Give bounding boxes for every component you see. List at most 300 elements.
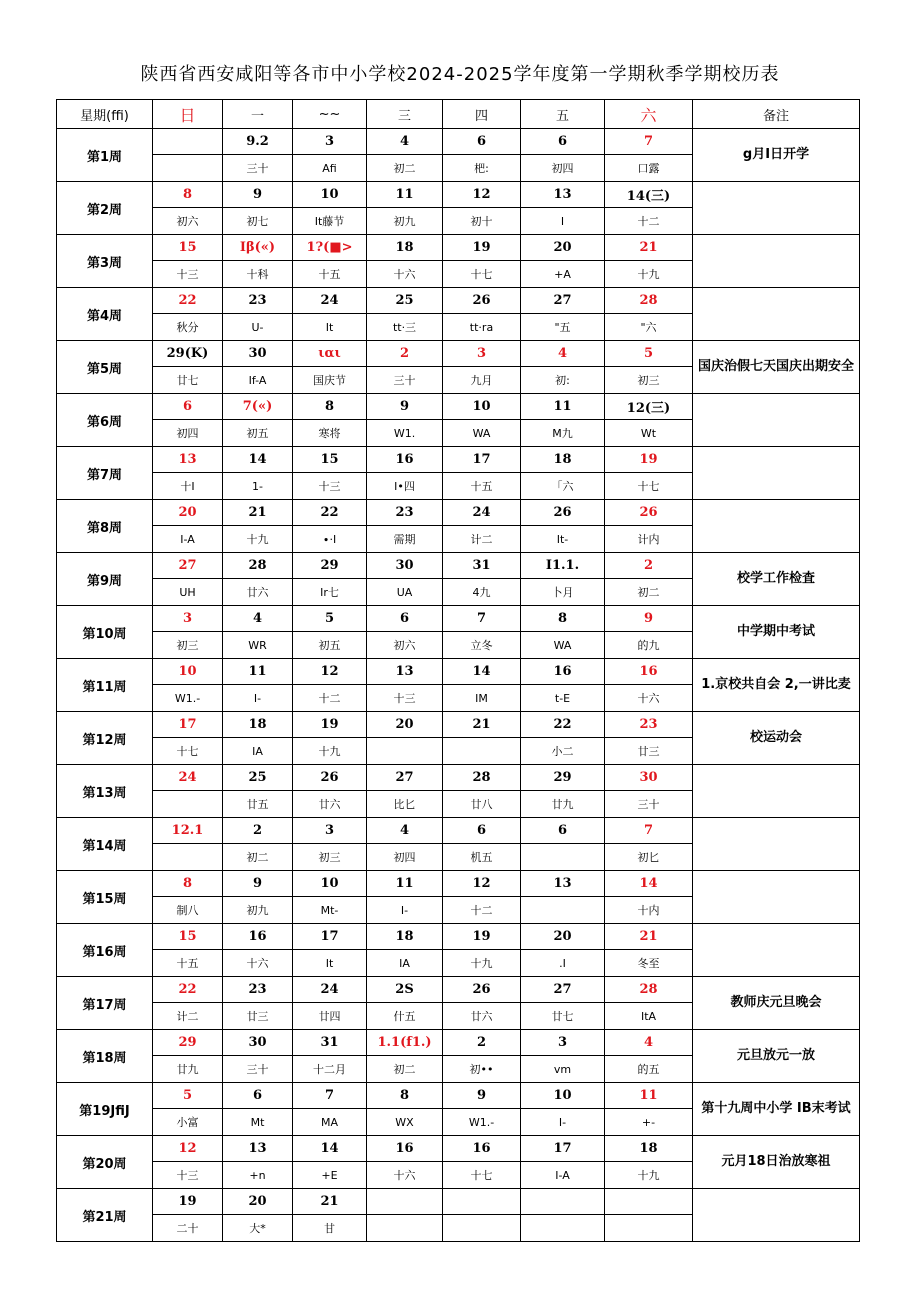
- date-cell: 7(«): [223, 394, 293, 420]
- week-note: g月I日开学: [693, 129, 860, 182]
- lunar-cell: 1-: [223, 473, 293, 500]
- date-cell: 30: [605, 765, 693, 791]
- date-cell: 16: [605, 659, 693, 685]
- lunar-cell: 甘: [293, 1215, 367, 1242]
- lunar-cell: I-A: [153, 526, 223, 553]
- lunar-cell: 十七: [605, 473, 693, 500]
- lunar-cell: IA: [367, 950, 443, 977]
- lunar-cell: 十六: [223, 950, 293, 977]
- lunar-cell: IA: [223, 738, 293, 765]
- lunar-cell: 十三: [293, 473, 367, 500]
- calendar-table: [56, 99, 860, 1242]
- date-cell: 3: [293, 129, 367, 155]
- header-day-sun: 日: [153, 100, 223, 129]
- week-date-row: [57, 818, 860, 844]
- week-label: 第11周: [57, 659, 153, 712]
- date-cell: 12: [443, 182, 521, 208]
- date-cell: I1.1.: [521, 553, 605, 579]
- lunar-cell: If-A: [223, 367, 293, 394]
- lunar-cell: 4九: [443, 579, 521, 606]
- week-label: 第10周: [57, 606, 153, 659]
- date-cell: 21: [293, 1189, 367, 1215]
- lunar-cell: UH: [153, 579, 223, 606]
- date-cell: 17: [521, 1136, 605, 1162]
- date-cell: 25: [223, 765, 293, 791]
- week-label: 第2周: [57, 182, 153, 235]
- date-cell: 6: [521, 818, 605, 844]
- lunar-cell: W1.-: [443, 1109, 521, 1136]
- lunar-cell: 机五: [443, 844, 521, 871]
- lunar-cell: 初五: [293, 632, 367, 659]
- date-cell: 17: [293, 924, 367, 950]
- lunar-cell: 初九: [223, 897, 293, 924]
- date-cell: 8: [153, 182, 223, 208]
- week-label: 第16周: [57, 924, 153, 977]
- lunar-cell: 初五: [223, 420, 293, 447]
- date-cell: 16: [521, 659, 605, 685]
- lunar-cell: 需期: [367, 526, 443, 553]
- lunar-cell: +A: [521, 261, 605, 288]
- lunar-cell: 初二: [367, 155, 443, 182]
- week-date-row: [57, 924, 860, 950]
- date-cell: 22: [521, 712, 605, 738]
- week-label: 第4周: [57, 288, 153, 341]
- lunar-cell: 初九: [367, 208, 443, 235]
- lunar-cell: 初四: [153, 420, 223, 447]
- date-cell: 8: [293, 394, 367, 420]
- week-date-row: [57, 659, 860, 685]
- date-cell: 9.2: [223, 129, 293, 155]
- lunar-cell: 小富: [153, 1109, 223, 1136]
- lunar-cell: [521, 897, 605, 924]
- date-cell: 22: [293, 500, 367, 526]
- date-cell: 2: [605, 553, 693, 579]
- week-note: [693, 500, 860, 553]
- lunar-cell: UA: [367, 579, 443, 606]
- lunar-cell: 立冬: [443, 632, 521, 659]
- date-cell: 27: [367, 765, 443, 791]
- lunar-cell: 廿三: [223, 1003, 293, 1030]
- lunar-cell: 十六: [367, 1162, 443, 1189]
- date-cell: 21: [443, 712, 521, 738]
- lunar-cell: 计内: [605, 526, 693, 553]
- lunar-cell: 十六: [605, 685, 693, 712]
- date-cell: 9: [605, 606, 693, 632]
- date-cell: 5: [293, 606, 367, 632]
- date-cell: [521, 1189, 605, 1215]
- lunar-cell: [367, 1215, 443, 1242]
- date-cell: 11: [367, 871, 443, 897]
- date-cell: 6: [443, 129, 521, 155]
- date-cell: 8: [367, 1083, 443, 1109]
- lunar-cell: 大*: [223, 1215, 293, 1242]
- date-cell: 19: [443, 235, 521, 261]
- date-cell: 4: [223, 606, 293, 632]
- date-cell: 16: [223, 924, 293, 950]
- lunar-cell: 初四: [521, 155, 605, 182]
- date-cell: 18: [367, 235, 443, 261]
- lunar-cell: ItA: [605, 1003, 693, 1030]
- week-note: [693, 288, 860, 341]
- lunar-cell: Wt: [605, 420, 693, 447]
- date-cell: 21: [223, 500, 293, 526]
- date-cell: 26: [293, 765, 367, 791]
- lunar-cell: t-E: [521, 685, 605, 712]
- lunar-cell: 十二: [293, 685, 367, 712]
- week-label: 第15周: [57, 871, 153, 924]
- date-cell: 25: [367, 288, 443, 314]
- lunar-cell: vm: [521, 1056, 605, 1083]
- lunar-cell: 初••: [443, 1056, 521, 1083]
- date-cell: 18: [521, 447, 605, 473]
- week-date-row: [57, 553, 860, 579]
- week-note: 中学期中考试: [693, 606, 860, 659]
- date-cell: 11: [223, 659, 293, 685]
- week-label: 第13周: [57, 765, 153, 818]
- week-label: 第17周: [57, 977, 153, 1030]
- lunar-cell: 廿六: [293, 791, 367, 818]
- date-cell: 13: [223, 1136, 293, 1162]
- lunar-cell: 初三: [153, 632, 223, 659]
- lunar-cell: "六: [605, 314, 693, 341]
- lunar-cell: 廿七: [153, 367, 223, 394]
- date-cell: 21: [605, 235, 693, 261]
- lunar-cell: 三十: [605, 791, 693, 818]
- date-cell: 29: [293, 553, 367, 579]
- lunar-cell: 初四: [367, 844, 443, 871]
- lunar-cell: 十七: [153, 738, 223, 765]
- week-note: 校学工作检査: [693, 553, 860, 606]
- lunar-cell: U-: [223, 314, 293, 341]
- header-day-fri: 五: [521, 100, 605, 129]
- date-cell: 12: [443, 871, 521, 897]
- lunar-cell: .I: [521, 950, 605, 977]
- date-cell: 29: [153, 1030, 223, 1056]
- week-label: 第5周: [57, 341, 153, 394]
- lunar-cell: [521, 844, 605, 871]
- date-cell: 2: [367, 341, 443, 367]
- lunar-cell: 十五: [153, 950, 223, 977]
- lunar-cell: [153, 791, 223, 818]
- lunar-cell: WX: [367, 1109, 443, 1136]
- week-date-row: [57, 288, 860, 314]
- lunar-cell: 什五: [367, 1003, 443, 1030]
- lunar-cell: 十九: [605, 261, 693, 288]
- week-note: 第十九周中小学 IB末考试: [693, 1083, 860, 1136]
- date-cell: 26: [443, 977, 521, 1003]
- week-label: 第8周: [57, 500, 153, 553]
- lunar-cell: 十三: [153, 1162, 223, 1189]
- header-day-mon: 一: [223, 100, 293, 129]
- week-note: 校运动会: [693, 712, 860, 765]
- lunar-cell: 十九: [223, 526, 293, 553]
- lunar-cell: [153, 155, 223, 182]
- lunar-cell: [443, 738, 521, 765]
- date-cell: 29(K): [153, 341, 223, 367]
- date-cell: 8: [153, 871, 223, 897]
- date-cell: 28: [223, 553, 293, 579]
- date-cell: 26: [443, 288, 521, 314]
- week-date-row: [57, 1136, 860, 1162]
- date-cell: 2: [223, 818, 293, 844]
- date-cell: 19: [153, 1189, 223, 1215]
- week-label: 第3周: [57, 235, 153, 288]
- date-cell: 16: [443, 1136, 521, 1162]
- date-cell: 1?(■>: [293, 235, 367, 261]
- date-cell: 28: [605, 288, 693, 314]
- lunar-cell: I•四: [367, 473, 443, 500]
- date-cell: 12: [293, 659, 367, 685]
- header-day-thu: 四: [443, 100, 521, 129]
- week-date-row: [57, 1189, 860, 1215]
- date-cell: 20: [153, 500, 223, 526]
- lunar-cell: WA: [521, 632, 605, 659]
- week-date-row: [57, 606, 860, 632]
- date-cell: 4: [605, 1030, 693, 1056]
- date-cell: 13: [521, 871, 605, 897]
- date-cell: 21: [605, 924, 693, 950]
- lunar-cell: I: [521, 208, 605, 235]
- date-cell: 6: [223, 1083, 293, 1109]
- date-cell: 10: [293, 871, 367, 897]
- lunar-cell: 国庆节: [293, 367, 367, 394]
- date-cell: 24: [293, 977, 367, 1003]
- week-label: 第6周: [57, 394, 153, 447]
- date-cell: 9: [223, 871, 293, 897]
- date-cell: 30: [223, 1030, 293, 1056]
- date-cell: 9: [443, 1083, 521, 1109]
- date-cell: 10: [521, 1083, 605, 1109]
- week-label: 第9周: [57, 553, 153, 606]
- date-cell: 15: [293, 447, 367, 473]
- lunar-cell: 十九: [605, 1162, 693, 1189]
- lunar-cell: [153, 844, 223, 871]
- week-date-row: [57, 235, 860, 261]
- week-date-row: [57, 447, 860, 473]
- lunar-cell: [443, 1215, 521, 1242]
- date-cell: 20: [367, 712, 443, 738]
- lunar-cell: tt·ra: [443, 314, 521, 341]
- date-cell: 11: [605, 1083, 693, 1109]
- lunar-cell: 十内: [605, 897, 693, 924]
- lunar-cell: 计二: [153, 1003, 223, 1030]
- date-cell: 19: [443, 924, 521, 950]
- date-cell: 6: [153, 394, 223, 420]
- date-cell: 9: [367, 394, 443, 420]
- week-note: [693, 924, 860, 977]
- lunar-cell: 廿六: [223, 579, 293, 606]
- date-cell: 16: [367, 447, 443, 473]
- lunar-cell: WA: [443, 420, 521, 447]
- lunar-cell: 十科: [223, 261, 293, 288]
- date-cell: 4: [521, 341, 605, 367]
- week-note: [693, 818, 860, 871]
- date-cell: 20: [521, 235, 605, 261]
- date-cell: 10: [443, 394, 521, 420]
- date-cell: 8: [521, 606, 605, 632]
- lunar-cell: 十七: [443, 261, 521, 288]
- date-cell: ιαι: [293, 341, 367, 367]
- lunar-cell: 寒将: [293, 420, 367, 447]
- date-cell: 18: [223, 712, 293, 738]
- lunar-cell: 初三: [605, 367, 693, 394]
- lunar-cell: 廿八: [443, 791, 521, 818]
- week-note: [693, 182, 860, 235]
- date-cell: 20: [521, 924, 605, 950]
- lunar-cell: 十九: [443, 950, 521, 977]
- date-cell: 14: [293, 1136, 367, 1162]
- lunar-cell: 比匕: [367, 791, 443, 818]
- date-cell: 12: [153, 1136, 223, 1162]
- date-cell: 14: [223, 447, 293, 473]
- date-cell: 12.1: [153, 818, 223, 844]
- lunar-cell: 九月: [443, 367, 521, 394]
- week-label: 第12周: [57, 712, 153, 765]
- lunar-cell: 初二: [605, 579, 693, 606]
- lunar-cell: 三十: [223, 155, 293, 182]
- week-note: [693, 765, 860, 818]
- date-cell: [443, 1189, 521, 1215]
- lunar-cell: IM: [443, 685, 521, 712]
- week-note: 元旦放元一放: [693, 1030, 860, 1083]
- lunar-cell: 廿五: [223, 791, 293, 818]
- date-cell: 1.1(f1.): [367, 1030, 443, 1056]
- header-day-wed: 三: [367, 100, 443, 129]
- lunar-cell: M九: [521, 420, 605, 447]
- header-note: 备注: [693, 100, 860, 129]
- date-cell: 22: [153, 977, 223, 1003]
- date-cell: [367, 1189, 443, 1215]
- lunar-cell: 初二: [223, 844, 293, 871]
- date-cell: 13: [521, 182, 605, 208]
- week-note: 1.京校共自会 2,一讲比麦: [693, 659, 860, 712]
- date-cell: 7: [605, 818, 693, 844]
- date-cell: 12(三): [605, 394, 693, 420]
- date-cell: 23: [605, 712, 693, 738]
- week-note: [693, 235, 860, 288]
- week-date-row: [57, 500, 860, 526]
- lunar-cell: ∙·I: [293, 526, 367, 553]
- date-cell: 14: [605, 871, 693, 897]
- date-cell: 28: [443, 765, 521, 791]
- header-row: [57, 100, 860, 129]
- lunar-cell: W1.: [367, 420, 443, 447]
- header-week: 星期(ffi): [57, 100, 153, 129]
- date-cell: 6: [521, 129, 605, 155]
- lunar-cell: 小二: [521, 738, 605, 765]
- lunar-cell: 初十: [443, 208, 521, 235]
- lunar-cell: 二十: [153, 1215, 223, 1242]
- week-date-row: [57, 1083, 860, 1109]
- date-cell: 24: [443, 500, 521, 526]
- lunar-cell: 杷:: [443, 155, 521, 182]
- lunar-cell: +E: [293, 1162, 367, 1189]
- lunar-cell: 十五: [443, 473, 521, 500]
- date-cell: 27: [521, 288, 605, 314]
- week-note: [693, 1189, 860, 1242]
- lunar-cell: [605, 1215, 693, 1242]
- date-cell: 31: [293, 1030, 367, 1056]
- week-date-row: [57, 341, 860, 367]
- date-cell: 6: [367, 606, 443, 632]
- date-cell: 7: [443, 606, 521, 632]
- lunar-cell: 廿四: [293, 1003, 367, 1030]
- page-title: 陕西省西安咸阳等各市中小学校2024-2025学年度第一学期秋季学期校历表: [140, 64, 780, 85]
- date-cell: 14(三): [605, 182, 693, 208]
- lunar-cell: 计二: [443, 526, 521, 553]
- date-cell: 28: [605, 977, 693, 1003]
- lunar-cell: 初二: [367, 1056, 443, 1083]
- date-cell: 15: [153, 924, 223, 950]
- date-cell: 16: [367, 1136, 443, 1162]
- date-cell: 29: [521, 765, 605, 791]
- date-cell: 3: [521, 1030, 605, 1056]
- date-cell: 9: [223, 182, 293, 208]
- lunar-cell: 冬至: [605, 950, 693, 977]
- date-cell: 17: [153, 712, 223, 738]
- week-date-row: [57, 765, 860, 791]
- date-cell: 31: [443, 553, 521, 579]
- lunar-cell: 十I: [153, 473, 223, 500]
- date-cell: 24: [153, 765, 223, 791]
- lunar-cell: I-: [367, 897, 443, 924]
- lunar-cell: MA: [293, 1109, 367, 1136]
- date-cell: 23: [367, 500, 443, 526]
- lunar-cell: 十七: [443, 1162, 521, 1189]
- date-cell: 6: [443, 818, 521, 844]
- lunar-cell: 十六: [367, 261, 443, 288]
- week-label: 第1周: [57, 129, 153, 182]
- date-cell: 11: [521, 394, 605, 420]
- header-day-tue: ~~: [293, 100, 367, 129]
- lunar-cell: 十二月: [293, 1056, 367, 1083]
- date-cell: 11: [367, 182, 443, 208]
- lunar-cell: 的五: [605, 1056, 693, 1083]
- lunar-cell: I-: [521, 1109, 605, 1136]
- week-date-row: [57, 871, 860, 897]
- date-cell: 14: [443, 659, 521, 685]
- date-cell: 26: [605, 500, 693, 526]
- lunar-cell: 卜月: [521, 579, 605, 606]
- lunar-cell: It: [293, 950, 367, 977]
- lunar-cell: 秋分: [153, 314, 223, 341]
- date-cell: 19: [293, 712, 367, 738]
- week-date-row: [57, 129, 860, 155]
- lunar-cell: I-: [223, 685, 293, 712]
- week-note: 教师庆元旦晚会: [693, 977, 860, 1030]
- lunar-cell: 制八: [153, 897, 223, 924]
- date-cell: 2: [443, 1030, 521, 1056]
- lunar-cell: Mt: [223, 1109, 293, 1136]
- lunar-cell: [521, 1215, 605, 1242]
- lunar-cell: 十九: [293, 738, 367, 765]
- lunar-cell: W1.-: [153, 685, 223, 712]
- date-cell: 13: [367, 659, 443, 685]
- date-cell: 3: [153, 606, 223, 632]
- date-cell: 2S: [367, 977, 443, 1003]
- week-note: [693, 871, 860, 924]
- date-cell: 13: [153, 447, 223, 473]
- week-date-row: [57, 1030, 860, 1056]
- lunar-cell: It: [293, 314, 367, 341]
- lunar-cell: WR: [223, 632, 293, 659]
- lunar-cell: +-: [605, 1109, 693, 1136]
- lunar-cell: 廿九: [521, 791, 605, 818]
- date-cell: 19: [605, 447, 693, 473]
- lunar-cell: 廿七: [521, 1003, 605, 1030]
- date-cell: 27: [521, 977, 605, 1003]
- week-date-row: [57, 182, 860, 208]
